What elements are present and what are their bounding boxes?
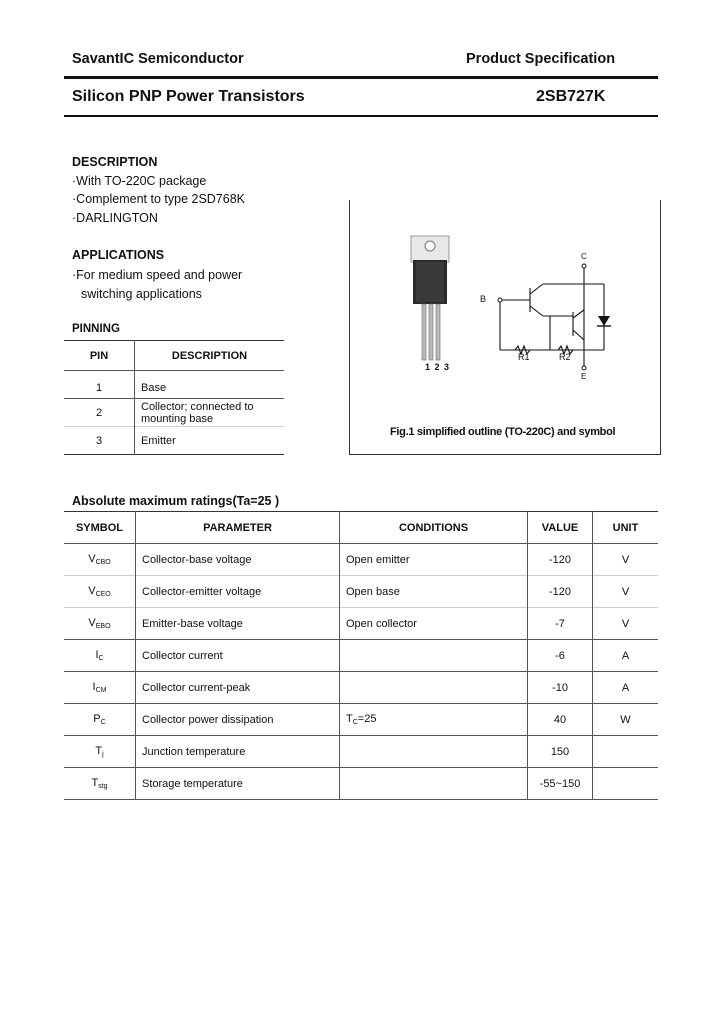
value-cell: -55~150 — [528, 768, 593, 800]
symbol-cell: $V_{EBO}$ — [64, 608, 136, 640]
symbol-col-header: SYMBOL — [75, 521, 124, 534]
to220-package-image — [411, 236, 449, 360]
table-row — [64, 544, 658, 576]
table-row — [64, 736, 658, 768]
parameter-cell: Collector current-peak — [136, 672, 340, 704]
unit-cell: W — [593, 704, 659, 736]
conditions-cell — [340, 736, 528, 768]
symbol-cell: $V_{CEO}$ — [64, 576, 136, 608]
pin-number: 3 — [64, 427, 135, 455]
base-label: B — [480, 294, 487, 304]
table-row — [64, 672, 658, 704]
table-row — [64, 608, 658, 640]
table-row — [64, 704, 658, 736]
r2-label: R2 — [559, 352, 571, 362]
pin-numbers-label: 1 2 3 — [425, 362, 451, 372]
value-cell: -120 — [528, 544, 593, 576]
conditions-cell: Open collector — [340, 608, 528, 640]
value-cell: -10 — [528, 672, 593, 704]
conditions-cell — [340, 768, 528, 800]
part-number: 2SB727K — [536, 88, 606, 105]
conditions-cell: Open base — [340, 576, 528, 608]
company-name: SavantIC Semiconductor — [72, 51, 244, 67]
pinning-table — [64, 340, 284, 455]
pin-description-line: Collector; connected to — [141, 400, 254, 413]
product-line: Silicon PNP Power Transistors — [72, 88, 305, 105]
unit-cell — [593, 736, 659, 768]
pinning-heading: PINNING — [72, 323, 120, 335]
conditions-col-header: CONDITIONS — [340, 512, 528, 544]
emitter-label: E — [581, 372, 587, 381]
conditions-cell — [340, 640, 528, 672]
conditions-cell — [340, 672, 528, 704]
pin-number: 1 — [64, 371, 135, 399]
unit-cell: V — [593, 544, 659, 576]
unit-col-header: UNIT — [593, 512, 659, 544]
value-col-header: VALUE — [528, 512, 593, 544]
applications-item: ·For medium speed and power — [72, 268, 243, 282]
ratings-header-row — [64, 512, 658, 544]
description-item: ·Complement to type 2SD768K — [72, 192, 246, 206]
table-row — [64, 576, 658, 608]
table-row — [64, 640, 658, 672]
description-item: ·With TO-220C package — [72, 174, 207, 188]
diode-icon — [598, 316, 610, 326]
parameter-cell: Collector power dissipation — [136, 704, 340, 736]
table-row — [64, 371, 284, 399]
desc-col-header: DESCRIPTION — [171, 349, 248, 362]
pin-description-line: mounting base — [141, 412, 214, 425]
figure-box — [349, 200, 661, 455]
description-heading: DESCRIPTION — [72, 155, 158, 169]
value-cell: -7 — [528, 608, 593, 640]
pin-description: Emitter — [135, 427, 285, 455]
value-cell: -120 — [528, 576, 593, 608]
applications-heading: APPLICATIONS — [72, 248, 165, 262]
ratings-heading: Absolute maximum ratings(Ta=25 ) — [72, 494, 280, 508]
value-cell: -6 — [528, 640, 593, 672]
value-cell: 40 — [528, 704, 593, 736]
description-item: ·DARLINGTON — [72, 211, 158, 225]
parameter-cell: Collector current — [136, 640, 340, 672]
pin-description: Base — [135, 371, 285, 399]
unit-cell: A — [593, 640, 659, 672]
table-row — [64, 427, 284, 455]
applications-item: switching applications — [81, 287, 202, 301]
conditions-cell: $T_C=25$ — [340, 704, 528, 736]
parameter-cell: Collector-emitter voltage — [136, 576, 340, 608]
parameter-cell: Emitter-base voltage — [136, 608, 340, 640]
symbol-cell: $I_{CM}$ — [64, 672, 136, 704]
symbol-cell: $P_C$ — [64, 704, 136, 736]
collector-label: C — [581, 252, 587, 261]
symbol-cell: $T_{stg}$ — [64, 768, 136, 800]
unit-cell: A — [593, 672, 659, 704]
ratings-table — [64, 511, 658, 800]
header-rule-top — [64, 76, 658, 79]
conditions-cell: Open emitter — [340, 544, 528, 576]
unit-cell — [593, 768, 659, 800]
unit-cell: V — [593, 576, 659, 608]
pin-number: 2 — [64, 399, 135, 427]
parameter-cell: Collector-base voltage — [136, 544, 340, 576]
figure-caption: Fig.1 simplified outline (TO-220C) and symbol — [390, 426, 616, 438]
figure-drawing — [350, 200, 660, 454]
symbol-cell: $V_{CBO}$ — [64, 544, 136, 576]
header-rule-bottom — [64, 115, 658, 117]
parameter-cell: Junction temperature — [136, 736, 340, 768]
table-row — [64, 768, 658, 800]
table-row — [64, 399, 284, 427]
symbol-cell: $T_j$ — [64, 736, 136, 768]
pin-col-header: PIN — [64, 341, 135, 371]
pinning-header-row — [64, 341, 284, 371]
unit-cell: V — [593, 608, 659, 640]
parameter-col-header: PARAMETER — [136, 512, 340, 544]
symbol-cell: $I_C$ — [64, 640, 136, 672]
parameter-cell: Storage temperature — [136, 768, 340, 800]
pin-description — [135, 399, 285, 427]
darlington-symbol — [500, 266, 604, 368]
r1-label: R1 — [518, 352, 530, 362]
value-cell: 150 — [528, 736, 593, 768]
doc-type: Product Specification — [466, 51, 616, 67]
